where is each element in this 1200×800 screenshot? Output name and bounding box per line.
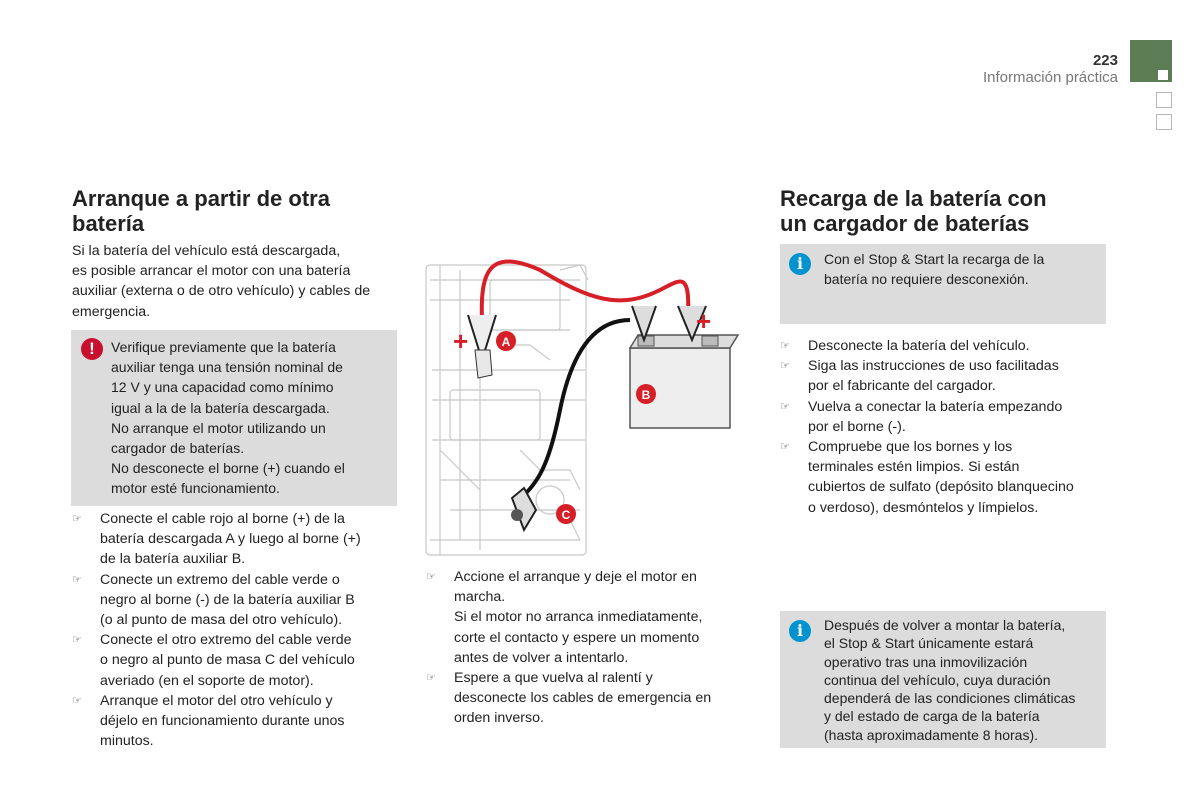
info-line: dependerá de las condiciones climáticas [824, 690, 1076, 707]
info-box-after-reinstall [780, 611, 1106, 748]
list-item [72, 691, 392, 752]
right-heading [780, 186, 1110, 236]
left-intro [72, 241, 402, 322]
warning-line: igual a la de la batería descargada. [111, 399, 330, 416]
pointing-hand-icon: ☞ [780, 400, 790, 413]
step-line: corte el contacto y espere un momento [454, 629, 700, 646]
warning-line: cargador de baterías. [111, 440, 245, 457]
pointing-hand-icon: ☞ [780, 441, 790, 454]
step-line: Arranque el motor del otro vehículo y [100, 692, 333, 709]
step-line: terminales estén limpios. Si están [808, 459, 1020, 476]
pointing-hand-icon: ☞ [72, 694, 82, 707]
step-line: minutos. [100, 733, 154, 750]
step-line: Conecte un extremo del cable verde o [100, 571, 340, 588]
step-line: batería descargada A y luego al borne (+) [100, 531, 361, 548]
warning-box [71, 330, 397, 506]
info-icon: i [789, 620, 811, 642]
chapter-box-2 [1156, 92, 1172, 108]
right-title-line2: un cargador de baterías [780, 211, 1030, 236]
list-item [72, 570, 392, 631]
pointing-hand-icon: ☞ [72, 573, 82, 586]
pointing-hand-icon: ☞ [780, 340, 790, 352]
info-line: continua del vehículo, cuya duración [824, 671, 1051, 688]
step-line: (o al punto de masa del otro vehículo). [100, 612, 343, 629]
info-line: (hasta aproximadamente 8 horas). [824, 726, 1038, 743]
label-a: A [501, 335, 511, 349]
list-item [780, 397, 1110, 437]
step-line: Si el motor no arranca inmediatamente, [454, 609, 703, 626]
warning-text [111, 337, 391, 499]
list-item [780, 356, 1110, 396]
list-item [780, 336, 1110, 356]
info-line: el Stop & Start únicamente estará [824, 635, 1034, 652]
list-item [72, 509, 392, 570]
intro-line: auxiliar (externa o de otro vehículo) y cables de [72, 283, 371, 300]
info-icon: i [789, 253, 811, 275]
pointing-hand-icon: ☞ [780, 360, 790, 373]
step-line: Accione el arranque y deje el motor en [454, 569, 697, 585]
step-line: Espere a que vuelva al ralentí y [454, 670, 653, 687]
pointing-hand-icon: ☞ [426, 571, 436, 583]
info-line: Con el Stop & Start la recarga de la [824, 251, 1045, 267]
middle-steps [426, 567, 746, 729]
right-title-line1: Recarga de la batería con [780, 186, 1047, 211]
step-line: orden inverso. [454, 710, 544, 727]
step-line: Conecte el otro extremo del cable verde [100, 632, 352, 649]
intro-line: emergencia. [72, 303, 151, 320]
info-text [824, 616, 1104, 744]
step-line: Desconecte la batería del vehículo. [808, 338, 1030, 354]
pointing-hand-icon: ☞ [72, 513, 82, 525]
pointing-hand-icon: ☞ [72, 634, 82, 647]
auxiliary-battery-b [630, 306, 738, 428]
list-item [72, 630, 392, 691]
intro-line: Si la batería del vehículo está descargada, [72, 243, 341, 259]
info-line: batería no requiere desconexión. [824, 271, 1029, 288]
warning-line: 12 V y una capacidad como mínimo [111, 379, 334, 396]
step-line: desconecte los cables de emergencia en [454, 690, 712, 707]
chapter-box-3 [1156, 114, 1172, 130]
list-item [426, 668, 746, 729]
page-number: 223 [1092, 52, 1118, 69]
plus-sign-b: + [696, 306, 712, 336]
clamp-c [511, 488, 536, 530]
info-line: Después de volver a montar la batería, [824, 617, 1066, 633]
step-line: déjelo en funcionamiento durante unos [100, 713, 345, 730]
step-line: o verdoso), desmóntelos y límpielos. [808, 499, 1039, 516]
clamp-a [468, 315, 496, 378]
list-item [426, 567, 746, 668]
label-c: C [561, 508, 571, 522]
step-line: de la batería auxiliar B. [100, 551, 246, 568]
warning-icon: ! [81, 338, 103, 360]
step-line: Compruebe que los bornes y los [808, 439, 1013, 456]
info-line: y del estado de carga de la batería [824, 708, 1040, 725]
step-line: negro al borne (-) de la batería auxiliar B [100, 591, 355, 608]
info-box-stop-start [780, 244, 1106, 324]
left-title-line1: Arranque a partir de otra [72, 186, 330, 211]
info-text [824, 249, 1100, 289]
label-b: B [641, 388, 651, 402]
warning-line: No desconecte el borne (+) cuando el [111, 460, 345, 477]
info-line: operativo tras una inmovilización [824, 653, 1028, 670]
step-line: Siga las instrucciones de uso facilitadas [808, 358, 1059, 375]
chapter-tab-marker [1158, 70, 1168, 80]
step-line: averiado (en el soporte de motor). [100, 672, 314, 689]
list-item [780, 437, 1110, 518]
warning-line: No arranque el motor utilizando un [111, 419, 326, 436]
left-heading [72, 186, 392, 236]
intro-line: es posible arrancar el motor con una batería [72, 263, 351, 280]
step-line: Conecte el cable rojo al borne (+) de la [100, 511, 345, 527]
pointing-hand-icon: ☞ [426, 672, 436, 685]
step-line: Vuelva a conectar la batería empezando [808, 398, 1063, 415]
step-line: por el fabricante del cargador. [808, 378, 996, 395]
step-line: marcha. [454, 589, 506, 606]
step-line: o negro al punto de masa C del vehículo [100, 652, 355, 669]
step-line: cubiertos de sulfato (depósito blanquecino [808, 479, 1074, 496]
warning-line: auxiliar tenga una tensión nominal de [111, 359, 343, 376]
right-steps [780, 336, 1110, 518]
chapter-tab [1130, 40, 1172, 82]
left-steps [72, 509, 392, 751]
warning-line: motor esté funcionamiento. [111, 480, 280, 497]
step-line: por el borne (-). [808, 418, 906, 435]
red-cable [482, 261, 688, 320]
step-line: antes de volver a intentarlo. [454, 649, 629, 666]
section-title: Información práctica [982, 69, 1118, 86]
plus-sign-a: + [453, 326, 469, 356]
warning-line: Verifique previamente que la batería [111, 339, 336, 355]
jump-start-diagram [420, 240, 740, 562]
left-title-line2: batería [72, 211, 145, 236]
